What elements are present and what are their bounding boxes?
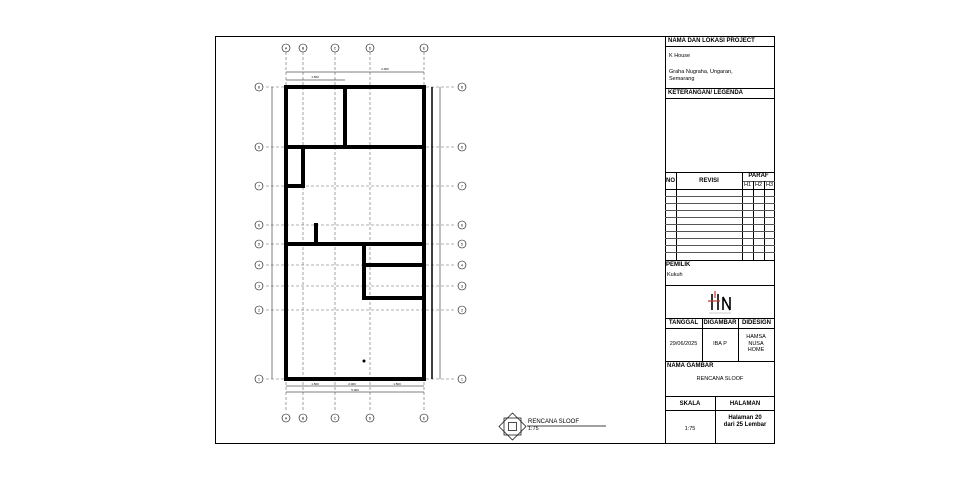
grid-label-col: D bbox=[368, 46, 372, 51]
owner-name: Kukuh bbox=[667, 272, 683, 278]
scale-label: SKALA bbox=[679, 401, 701, 407]
grid-label-row: 4 bbox=[258, 263, 260, 268]
drawn-label: DIGAMBAR bbox=[703, 320, 737, 326]
dimension-text: 1.500 bbox=[311, 382, 319, 386]
paraf-h1: H1 bbox=[743, 182, 752, 188]
dimension-text: 2.000 bbox=[381, 67, 389, 71]
grid-label-row: 5 bbox=[258, 242, 260, 247]
designed-label: DIDESIGN bbox=[741, 320, 771, 326]
grid-label-row: 1 bbox=[461, 377, 463, 382]
grid-label-row: 5 bbox=[461, 242, 463, 247]
grid-label-row: 3 bbox=[461, 284, 463, 289]
drawing-name: RENCANA SLOOF bbox=[696, 376, 744, 382]
drawn-value: IBA P bbox=[713, 341, 727, 347]
grid-label-col: D bbox=[368, 416, 372, 421]
paraf-h2: H2 bbox=[754, 182, 763, 188]
revision-no-header: NO bbox=[666, 178, 675, 184]
drawing-caption bbox=[528, 419, 579, 433]
grid-label-col: B bbox=[301, 46, 305, 51]
project-name: K House bbox=[669, 53, 691, 59]
dimension-text: 5.000 bbox=[351, 388, 359, 392]
grid-label-col: B bbox=[301, 416, 305, 421]
grid-label-row: 6 bbox=[461, 145, 463, 150]
scale-value: 1:75 bbox=[684, 426, 696, 432]
dimension-text: 1.500 bbox=[393, 382, 401, 386]
grid-label-row: 7 bbox=[258, 184, 260, 189]
north-arrow-icon bbox=[499, 413, 526, 440]
page-label: HALAMAN bbox=[729, 401, 761, 407]
grid-label-row: 2 bbox=[461, 308, 463, 313]
drawing-name-label: NAMA GAMBAR bbox=[667, 363, 714, 369]
grid-label-col: E bbox=[422, 416, 426, 421]
revision-header: REVISI bbox=[699, 178, 719, 184]
date-label: TANGGAL bbox=[668, 320, 699, 326]
grid-label-col: C bbox=[333, 46, 337, 51]
designed-value: HAMSA NUSA HOME bbox=[746, 334, 766, 353]
drawing-caption-title: RENCANA SLOOF bbox=[528, 419, 580, 425]
grid-label-col: C bbox=[333, 416, 337, 421]
drawing-caption-scale: 1:75 bbox=[528, 426, 539, 432]
paraf-h3: H3 bbox=[765, 182, 774, 188]
owner-label: PEMILIK bbox=[666, 262, 691, 268]
legend-label: KETERANGAN/ LEGENDA bbox=[668, 90, 744, 96]
grid-label-col: A bbox=[284, 416, 288, 421]
grid-label-row: 2 bbox=[258, 308, 260, 313]
grid-label-row: 8 bbox=[461, 85, 463, 90]
dimension-text: 2.000 bbox=[348, 382, 356, 386]
project-location: Graha Nugraha, Ungaran, Semarang bbox=[669, 69, 733, 82]
grid-label-row: 1 bbox=[258, 377, 260, 382]
grid-label-col: E bbox=[422, 46, 426, 51]
project-label: NAMA DAN LOKASI PROJECT bbox=[668, 38, 755, 44]
grid-label-col: A bbox=[284, 46, 288, 51]
grid-label-row: 7 bbox=[461, 184, 463, 189]
date-value: 29/06/2025 bbox=[669, 341, 698, 347]
page-value: Halaman 20 dari 25 Lembar bbox=[723, 415, 767, 428]
grid-label-row: 4 bbox=[461, 263, 463, 268]
title-block bbox=[665, 36, 775, 444]
grid-label-row: 6 bbox=[258, 145, 260, 150]
company-logo-icon bbox=[703, 288, 737, 316]
grid-label-row: 6 bbox=[258, 223, 260, 228]
grid-label-row: 8 bbox=[258, 85, 260, 90]
grid-label-row: 3 bbox=[258, 284, 260, 289]
paraf-header: PARAF bbox=[748, 173, 769, 179]
grid-label-row: 6 bbox=[461, 223, 463, 228]
dimension-text: 1.500 bbox=[311, 75, 319, 79]
